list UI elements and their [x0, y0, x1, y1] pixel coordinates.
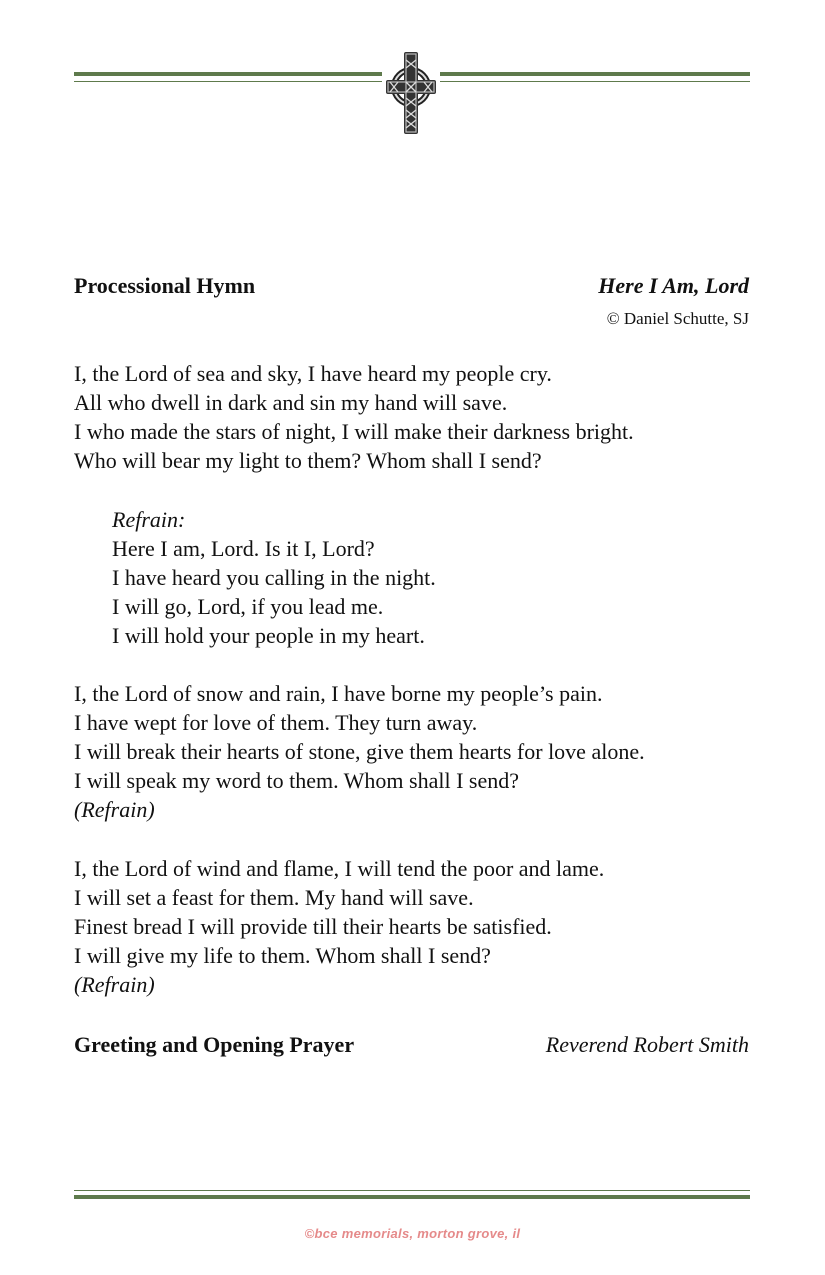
- celtic-cross-icon: [382, 50, 440, 136]
- section-heading-greeting: Greeting and Opening Prayer: [74, 1032, 355, 1057]
- verse3-line: I will give my life to them. Whom shall I send?: [74, 943, 491, 968]
- refrain-line: I will hold your people in my heart.: [112, 623, 425, 648]
- refrain-label: Refrain:: [112, 507, 186, 532]
- verse2-line: I will break their hearts of stone, give them hearts for love alone.: [74, 739, 645, 764]
- officiant-name: Reverend Robert Smith: [545, 1032, 749, 1057]
- verse1-line: All who dwell in dark and sin my hand will save.: [74, 390, 508, 415]
- section-heading-processional: Processional Hymn: [74, 273, 256, 298]
- verse3-line: Finest bread I will provide till their hearts be satisfied.: [74, 914, 552, 939]
- refrain-line: Here I am, Lord. Is it I, Lord?: [112, 536, 375, 561]
- hymn-copyright: © Daniel Schutte, SJ: [606, 309, 749, 328]
- verse1-line: I, the Lord of sea and sky, I have heard my people cry.: [74, 361, 552, 386]
- refrain-line: I have heard you calling in the night.: [112, 565, 436, 590]
- verse2-line: I, the Lord of snow and rain, I have borne my people’s pain.: [74, 681, 603, 706]
- refrain-reference: (Refrain): [74, 972, 155, 997]
- verse2-line: I have wept for love of them. They turn away.: [74, 710, 478, 735]
- verse1-line: I who made the stars of night, I will make their darkness bright.: [74, 419, 634, 444]
- verse3-line: I, the Lord of wind and flame, I will tend the poor and lame.: [74, 856, 605, 881]
- refrain-reference: (Refrain): [74, 797, 155, 822]
- footer-credit: ©bce memorials, morton grove, il: [304, 1226, 521, 1241]
- refrain-line: I will go, Lord, if you lead me.: [112, 594, 384, 619]
- verse3-line: I will set a feast for them. My hand will save.: [74, 885, 474, 910]
- verse2-line: I will speak my word to them. Whom shall I send?: [74, 768, 520, 793]
- bottom-divider: [74, 1190, 750, 1202]
- verse1-line: Who will bear my light to them? Whom shall I send?: [74, 448, 542, 473]
- hymn-title: Here I Am, Lord: [598, 273, 749, 298]
